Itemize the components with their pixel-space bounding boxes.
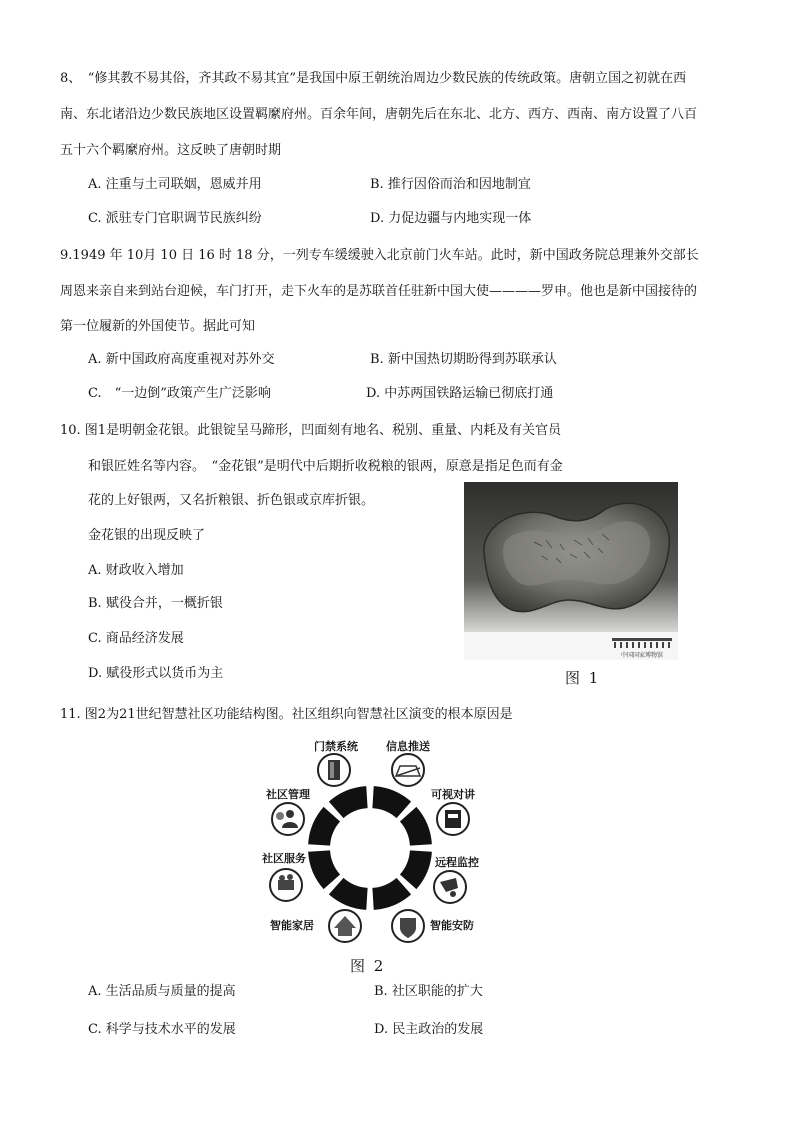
label-smart-security: 智能安防 (430, 919, 474, 932)
community-function-ring (308, 786, 432, 910)
community-service-icon (270, 869, 302, 901)
q11-option-c: C. 科学与技术水平的发展 (88, 1022, 236, 1037)
label-remote-monitor: 远程监控 (435, 856, 479, 869)
q8-option-d: D. 力促边疆与内地实现一体 (370, 211, 532, 226)
q11-option-d: D. 民主政治的发展 (374, 1022, 484, 1037)
label-info-push: 信息推送 (386, 740, 430, 753)
q10-stem-line-1: 10. 图1是明朝金花银。此银锭呈马蹄形，凹面刻有地名、税别、重量、内耗及有关官员 (60, 423, 562, 438)
q10-option-d: D. 赋役形式以货币为主 (88, 666, 224, 681)
label-community-service: 社区服务 (262, 852, 306, 865)
q9-option-d: D. 中苏两国铁路运输已彻底打通 (366, 386, 554, 401)
q10-stem-line-4: 金花银的出现反映了 (88, 528, 206, 543)
museum-watermark: 中国国家博物馆 (620, 652, 664, 659)
q8-stem-line-2: 南、东北诸沿边少数民族地区设置羁縻府州。百余年间，唐朝先后在东北、北方、西方、西南、南方设置了八百 (60, 107, 698, 122)
q9-option-b: B. 新中国热切期盼得到苏联承认 (370, 352, 557, 367)
ring-segment (372, 786, 411, 818)
figure-1-caption: 图 1 (565, 669, 601, 687)
q8-stem-line-1: 8、 “修其教不易其俗，齐其政不易其宜”是我国中原王朝统治周边少数民族的传统政策。唐朝立国之初就在西 (60, 71, 687, 86)
q10-stem-line-3: 花的上好银两，又名折粮银、折色银或京库折银。 (88, 493, 375, 508)
label-smart-home: 智能家居 (270, 919, 314, 932)
ring-segment (329, 878, 368, 910)
q8-option-b: B. 推行因俗而治和因地制宜 (370, 177, 531, 192)
info-push-icon (392, 754, 424, 786)
video-intercom-icon (437, 803, 469, 835)
label-door-access: 门禁系统 (314, 740, 358, 753)
figure-1-silver-ingot-photo (464, 482, 678, 660)
q10-option-a: A. 财政收入增加 (88, 563, 184, 578)
q11-option-a: A. 生活品质与质量的提高 (88, 984, 236, 999)
label-video-intercom: 可视对讲 (431, 788, 475, 801)
q10-option-b: B. 赋役合并，一概折银 (88, 596, 223, 611)
ring-segment (308, 807, 340, 846)
q11-stem-line-1: 11. 图2为21世纪智慧社区功能结构图。社区组织向智慧社区演变的根本原因是 (60, 707, 513, 722)
remote-monitor-icon (434, 871, 466, 903)
smart-home-icon (329, 910, 361, 942)
door-access-icon (318, 754, 350, 786)
ring-segment (400, 850, 432, 889)
q9-stem-line-2: 周恩来亲自来到站台迎候，车门打开，走下火车的是苏联首任驻新中国大使————罗申。他也是新中国接待的 (60, 284, 698, 299)
security-shield-icon (392, 910, 424, 942)
q10-option-c: C. 商品经济发展 (88, 631, 184, 646)
silver-ingot-image (464, 482, 678, 660)
ring-segment (400, 807, 432, 846)
q8-option-a: A. 注重与土司联姻，恩威并用 (88, 177, 262, 192)
label-community-manager: 社区管理 (266, 788, 310, 801)
figure-2-caption: 图 2 (350, 957, 386, 975)
q9-stem-line-1: 9.1949 年 10月 10 日 16 时 18 分，一列专车缓缓驶入北京前门火车站。此时，新中国政务院总理兼外交部长 (60, 248, 699, 263)
ring-segment (308, 850, 340, 889)
q9-option-c: C. “一边倒”政策产生广泛影响 (88, 386, 271, 401)
q10-stem-line-2: 和银匠姓名等内容。 “金花银”是明代中后期折收税粮的银两，原意是指足色而有金 (88, 459, 563, 474)
q8-stem-line-3: 五十六个羁縻府州。这反映了唐朝时期 (60, 143, 282, 158)
q11-option-b: B. 社区职能的扩大 (374, 984, 483, 999)
ring-segment (372, 878, 411, 910)
ring-segment (329, 786, 368, 818)
q8-option-c: C. 派驻专门官职调节民族纠纷 (88, 211, 262, 226)
q9-option-a: A. 新中国政府高度重视对苏外交 (88, 352, 275, 367)
community-manager-icon (272, 803, 304, 835)
q9-stem-line-3: 第一位履新的外国使节。据此可知 (60, 319, 256, 334)
